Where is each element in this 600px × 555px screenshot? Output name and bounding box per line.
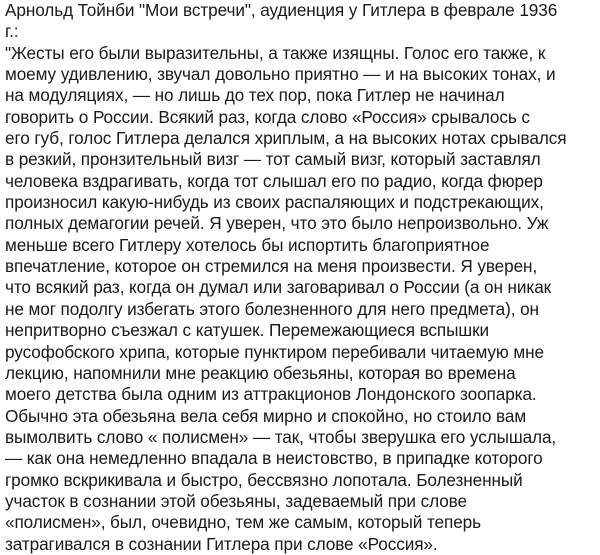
text-line: русофобского хрипа, которые пунктиром перебивали читаемую мне [5, 341, 544, 362]
text-line: "Жесты его были выразительны, а также изящны. Голос его также, к [5, 42, 546, 63]
heading-line: Арнольд Тойнби "Мои встречи", аудиенция у Гитлера в феврале 1936 [5, 0, 558, 20]
text-line: что всякий раз, когда он думал или заговаривал о России (а он никак [5, 277, 552, 298]
text-line: впечатление, которое он стремился на меня произвести. Я уверен, [5, 256, 538, 277]
text-line: участок в сознании этой обезьяны, задеваемый при слове [5, 490, 467, 511]
text-line: в резкий, пронзительный визг — тот самый визг, который заставлял [5, 149, 541, 170]
quote-text [5, 43, 594, 555]
text-line: не мог подолгу избегать этого болезненного для него предмета), он [5, 298, 539, 319]
post-heading [5, 0, 594, 43]
text-line: моему удивлению, звучал довольно приятно — и на высоких тонах, и [5, 64, 556, 85]
text-line: моего детства была одним из аттракционов Лондонского зоопарка. [5, 384, 537, 405]
text-line: меньше всего Гитлеру хотелось бы испортить благоприятное [5, 234, 490, 255]
text-line: громко вскрикивала и быстро, бессвязно лопотала. Болезненный [5, 469, 523, 490]
text-line: Обычно эта обезьяна вела себя мирно и спокойно, но стоило вам [5, 405, 527, 426]
text-line: вымолвить слово « полисмен» — так, чтобы зверушка его услышала, [5, 426, 557, 447]
heading-line: г.: [5, 21, 19, 42]
text-line: произносил какую-нибудь из своих распаляющих и подстрекающих, [5, 192, 544, 213]
text-line: — как она немедленно впадала в неистовство, в припадке которого [5, 448, 543, 469]
text-line: непритворно съезжал с катушек. Перемежающиеся вспышки [5, 320, 489, 341]
text-line: «полисмен», был, очевидно, тем же самым, который теперь [5, 512, 481, 533]
text-line: лекцию, напомнили мне реакцию обезьяны, которая во времена [5, 362, 516, 383]
text-line: полных демагогии речей. Я уверен, что это было непроизвольно. Уж [5, 213, 549, 234]
text-line: говорить о России. Всякий раз, когда слово «Россия» срывалось с [5, 106, 530, 127]
text-line: его губ, голос Гитлера делался хриплым, а на высоких нотах срывался [5, 128, 567, 149]
text-line: затрагивался в сознании Гитлера при слове «Россия». [5, 533, 438, 554]
text-line: на модуляциях, — но лишь до тех пор, пока Гитлер не начинал [5, 85, 505, 106]
text-line: человека вздрагивать, когда тот слышал его по радио, когда фюрер [5, 170, 543, 191]
